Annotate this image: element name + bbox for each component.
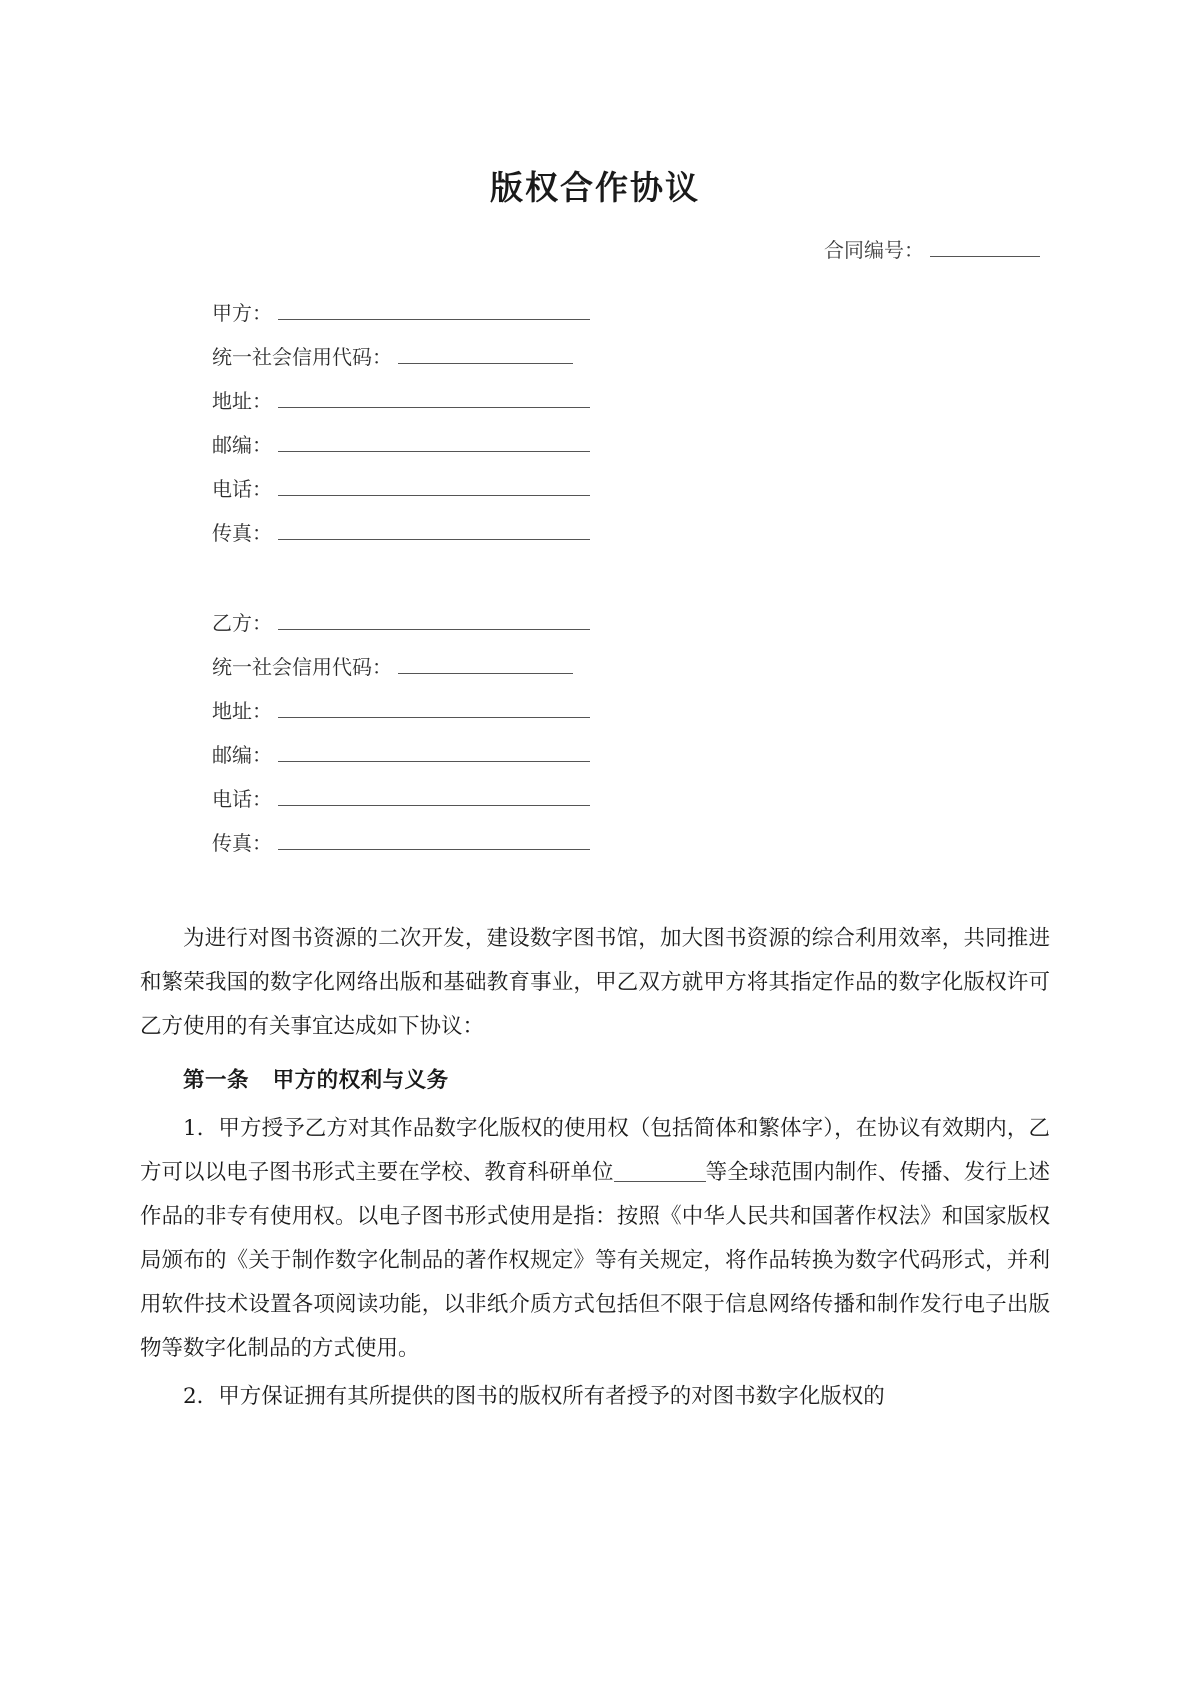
field-label-party-b-postcode: 邮编： <box>212 742 272 767</box>
field-row-party-b-phone <box>212 785 1190 829</box>
field-label-party-a-credit-code: 统一社会信用代码： <box>212 344 392 369</box>
field-blank-party-a-fax[interactable] <box>278 519 590 540</box>
field-row-party-b-fax <box>212 829 1190 873</box>
clause-text-1a: 甲方授予乙方对其作品数字化版权的使用权（包括简体和繁体字），在协议有效期内，乙方可以以电子图书形式主要在学校、教育科研单位 <box>140 1115 1050 1185</box>
field-row-party-a-postcode <box>212 431 1190 475</box>
field-blank-party-a-postcode[interactable] <box>278 431 590 452</box>
field-blank-party-a-address[interactable] <box>278 387 590 408</box>
field-label-party-b-fax: 传真： <box>212 830 272 855</box>
field-label-party-a-phone: 电话： <box>212 476 272 501</box>
party-b-block <box>212 609 1190 873</box>
clause-1-inline-blank[interactable] <box>614 1159 706 1182</box>
field-label-party-b-name: 乙方： <box>212 610 272 635</box>
clause-text-2: 甲方保证拥有其所提供的图书的版权所有者授予的对图书数字化版权的 <box>218 1383 885 1409</box>
field-blank-party-a-credit-code[interactable] <box>398 343 573 364</box>
field-label-party-b-credit-code: 统一社会信用代码： <box>212 654 392 679</box>
field-row-party-b-address <box>212 697 1190 741</box>
page-title: 版权合作协议 <box>490 168 700 207</box>
field-label-party-a-fax: 传真： <box>212 520 272 545</box>
field-blank-party-b-postcode[interactable] <box>278 741 590 762</box>
clause-item-1 <box>140 1107 1050 1371</box>
section-heading-one <box>140 1059 1050 1103</box>
field-row-party-a-credit-code <box>212 343 1190 387</box>
party-a-block <box>212 299 1190 563</box>
contract-number-blank[interactable] <box>930 236 1040 257</box>
field-blank-party-b-name[interactable] <box>278 609 590 630</box>
clause-item-2 <box>140 1375 1050 1419</box>
field-row-party-a-name <box>212 299 1190 343</box>
preamble-paragraph: 为进行对图书资源的二次开发，建设数字图书馆，加大图书资源的综合利用效率，共同推进和繁荣我国的数字化网络出版和基础教育事业，甲乙双方就甲方将其指定作品的数字化版权许可乙方使用的有关事宜达成如下协议： <box>140 925 1050 1039</box>
party-block-spacer <box>212 563 1190 609</box>
field-blank-party-b-credit-code[interactable] <box>398 653 573 674</box>
field-row-party-b-name <box>212 609 1190 653</box>
field-label-party-a-name: 甲方： <box>212 300 272 325</box>
section-title: 甲方的权利与义务 <box>272 1067 449 1093</box>
parties-section <box>0 299 1190 873</box>
field-blank-party-b-fax[interactable] <box>278 829 590 850</box>
field-blank-party-a-name[interactable] <box>278 299 590 320</box>
field-label-party-a-postcode: 邮编： <box>212 432 272 457</box>
field-row-party-a-phone <box>212 475 1190 519</box>
field-blank-party-a-phone[interactable] <box>278 475 590 496</box>
field-row-party-a-address <box>212 387 1190 431</box>
field-row-party-b-postcode <box>212 741 1190 785</box>
field-row-party-a-fax <box>212 519 1190 563</box>
section-number: 第一条 <box>183 1067 250 1093</box>
field-label-party-a-address: 地址： <box>212 388 272 413</box>
field-row-party-b-credit-code <box>212 653 1190 697</box>
field-label-party-b-address: 地址： <box>212 698 272 723</box>
field-blank-party-b-phone[interactable] <box>278 785 590 806</box>
clause-marker-2: 2． <box>183 1383 219 1409</box>
clause-text-1b: 等全球范围内制作、传播、发行上述作品的非专有使用权。以电子图书形式使用是指：按照《中华人民共和国著作权法》和国家版权局颁布的《关于制作数字化制品的著作权规定》等有关规定，将作品转换为数字代码形式，并利用软件技术设置各项阅读功能，以非纸介质方式包括但不限于信息网络传播和制作发行电子出版物等数字化制品的方式使用。 <box>140 1159 1050 1361</box>
field-blank-party-b-address[interactable] <box>278 697 590 718</box>
clause-marker-1: 1． <box>183 1115 219 1141</box>
field-label-party-b-phone: 电话： <box>212 786 272 811</box>
document-body <box>0 917 1190 1419</box>
contract-number-label: 合同编号： <box>824 237 924 262</box>
contract-number-row <box>0 234 1190 263</box>
